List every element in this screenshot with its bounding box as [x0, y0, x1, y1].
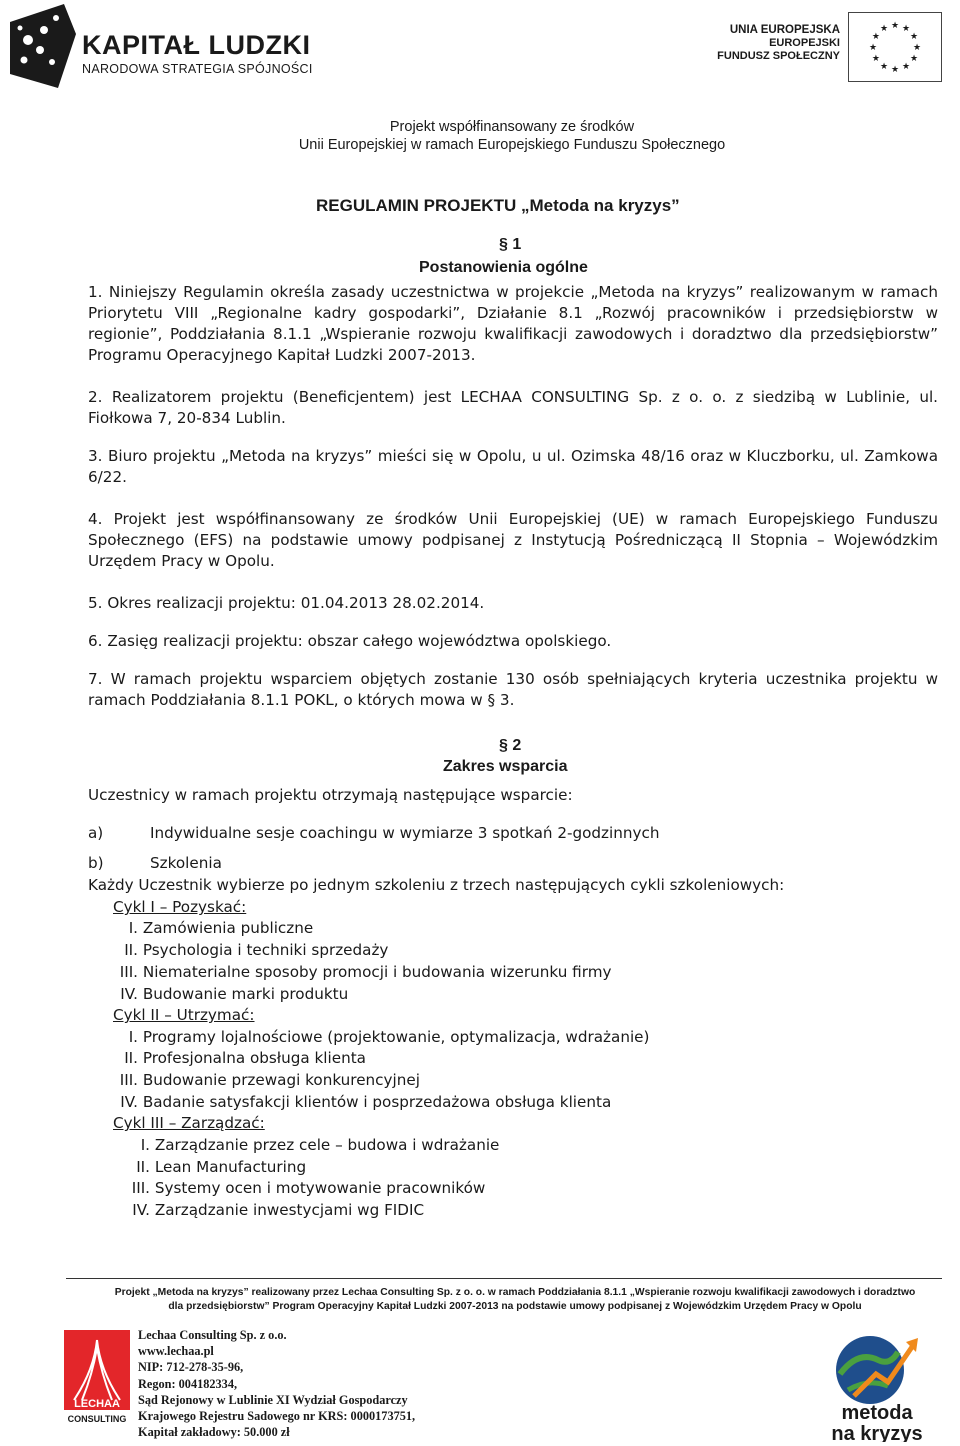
company-krs: Krajowego Rejestru Sadowego nr KRS: 0000173751, [138, 1409, 416, 1424]
eu-flag-icon [848, 12, 942, 82]
support-b-label: b) [88, 854, 104, 872]
item-text: Biuro projektu „Metoda na kryzys” mieści się w Opolu, u ul. Ozimska 48/16 oraz w Kluczborku, ul. Zamkowa 6/22. [88, 447, 939, 486]
footer-divider [66, 1278, 942, 1279]
eu-line-2: EUROPEJSKI [769, 37, 840, 49]
company-details [138, 1327, 415, 1440]
eu-star-icon: ★ [868, 43, 878, 53]
metoda-logo-line-2: na kryzys [831, 1423, 923, 1442]
kapital-ludzki-title: KAPITAŁ LUDZKI [82, 30, 311, 60]
eu-line-1: UNIA EUROPEJSKA [729, 24, 840, 36]
item-text: Realizatorem projektu (Beneficjentem) jest LECHAA CONSULTING Sp. z o. o. z siedzibą w Lublinie, ul. Fiołkowa 7, 20-834 Lublin. [88, 388, 939, 427]
company-website: www.lechaa.pl [138, 1344, 214, 1359]
support-a-label: a) [88, 824, 104, 842]
company-nip: NIP: 712-278-35-96, [138, 1360, 244, 1375]
lechaa-emblem-icon [64, 1330, 130, 1424]
item-text: Zasięg realizacji projektu: obszar całego województwa opolskiego. [107, 632, 612, 650]
list-item: II. Profesjonalna obsługa klienta [124, 1049, 366, 1067]
cycle-1-title: Cykl I – Pozyskać: [113, 898, 247, 916]
list-item: III. Niematerialne sposoby promocji i budowania wizerunku firmy [119, 963, 612, 981]
section-2-number: § 2 [499, 737, 522, 754]
lechaa-logo [64, 1330, 130, 1424]
eu-star-icon: ★ [879, 23, 889, 34]
section-1-item: 7. W ramach projektu wsparciem objętych zostanie 130 osób spełniających kryteria uczestnika projektu w ramach Poddziałania 8.1.1 POKL, o których mowa w § 3. [88, 670, 939, 709]
lechaa-logo-text: LECHAA [74, 1398, 120, 1410]
document-title: REGULAMIN PROJEKTU „Metoda na kryzys” [316, 196, 680, 215]
cycle-2-title: Cykl II – Utrzymać: [113, 1006, 255, 1024]
eu-star-icon: ★ [901, 62, 911, 73]
eu-line-3: FUNDUSZ SPOŁECZNY [717, 50, 840, 62]
eu-star-icon: ★ [871, 54, 880, 64]
list-item: I. Zarządzanie przez cele – budowa i wdrażanie [140, 1136, 500, 1154]
section-1-number: § 1 [499, 236, 522, 253]
cycles-intro: Każdy Uczestnik wybierze po jednym szkoleniu z trzech następujących cykli szkoleniowych: [88, 876, 785, 894]
footer-line-2: dla przedsiębiorstw” Program Operacyjny Kapitał Ludzki 2007-2013 na podstawie umowy podpisanej z Wojewódzkim Urzędem Pracy w Opolu [168, 1301, 862, 1312]
section-1-item: 4. Projekt jest współfinansowany ze środków Unii Europejskiej (UE) w ramach Europejskiego Funduszu Społecznego (EFS) na podstawie umowy podpisanej z Instytucją Pośredniczącą II Stopnia – Wojewódzkim Urzędem Pracy w Opolu. [88, 510, 938, 570]
footer-line-1: Projekt „Metoda na kryzys” realizowany przez Lechaa Consulting Sp. z o. o. w ramach Poddziałania 8.1.1 „Wspieranie rozwoju kwalifikacji zawodowych i doradztwo [114, 1287, 916, 1298]
list-item: II. Lean Manufacturing [136, 1158, 307, 1176]
item-text: Projekt jest współfinansowany ze środków Unii Europejskiej (UE) w ramach Europejskiego Funduszu Społecznego (EFS) na podstawie umowy podpisanej z Instytucją Pośredniczącą II Stopnia – Wojewódzkim Urzędem Pracy w Opolu. [88, 510, 938, 570]
list-item: IV. Zarządzanie inwestycjami wg FIDIC [132, 1201, 425, 1219]
eu-star-icon: ★ [910, 32, 919, 42]
lechaa-logo-sub: CONSULTING [67, 1414, 127, 1424]
list-item: I. Zamówienia publiczne [128, 919, 314, 937]
footer-project-note [90, 1286, 940, 1314]
section-1-item: 3. Biuro projektu „Metoda na kryzys” mieści się w Opolu, u ul. Ozimska 48/16 oraz w Kluczborku, ul. Zamkowa 6/22. [88, 447, 939, 486]
section-1-title: Postanowienia ogólne [419, 259, 588, 276]
support-a-text: Indywidualne sesje coachingu w wymiarze 3 spotkań 2-godzinnych [150, 824, 660, 842]
cofinancing-line-2: Unii Europejskiej w ramach Europejskiego Funduszu Społecznego [298, 137, 726, 153]
item-text: Okres realizacji projektu: 01.04.2013 28.02.2014. [107, 594, 485, 612]
metoda-na-kryzys-logo [818, 1330, 936, 1442]
company-capital: Kapitał zakładowy: 50.000 zł [138, 1425, 290, 1440]
cofinancing-line-1: Projekt współfinansowany ze środków [389, 119, 635, 135]
eu-star-icon: ★ [879, 62, 889, 73]
metoda-logo-line-1: metoda [841, 1402, 913, 1424]
cycle-3-title: Cykl III – Zarządzać: [113, 1114, 265, 1132]
list-item: IV. Budowanie marki produktu [120, 985, 349, 1003]
list-item: III. Systemy ocen i motywowanie pracowników [131, 1179, 486, 1197]
item-text: Niniejszy Regulamin określa zasady uczestnictwa w projekcie „Metoda na kryzys” realizowanym w ramach Priorytetu VIII „Regionalne kadry gospodarki”, Działanie 8.1 „Rozwój pracowników i przedsiębiorstw w regionie”, Poddziałania 8.1.1 „Wspieranie rozwoju kwalifikacji zawodowych i doradztwo dla przedsiębiorstw” Programu Operacyjnego Kapitał Ludzki 2007-2013. [88, 283, 938, 364]
company-court: Sąd Rejonowy w Lublinie XI Wydział Gospodarczy [138, 1392, 408, 1407]
section-1-item: 2. Realizatorem projektu (Beneficjentem) jest LECHAA CONSULTING Sp. z o. o. z siedzibą w Lublinie, ul. Fiołkowa 7, 20-834 Lublin. [88, 388, 939, 427]
eu-star-icon: ★ [910, 54, 919, 64]
section-1-item: 6. Zasięg realizacji projektu: obszar całego województwa opolskiego. [88, 632, 612, 650]
support-b-text: Szkolenia [150, 854, 222, 872]
kapital-ludzki-subtitle: NARODOWA STRATEGIA SPÓJNOŚCI [82, 62, 313, 76]
section-1-item: 1. Niniejszy Regulamin określa zasady uczestnictwa w projekcie „Metoda na kryzys” realizowanym w ramach Priorytetu VIII „Regionalne kadry gospodarki”, Działanie 8.1 „Rozwój pracowników i przedsiębiorstw w regionie”, Poddziałania 8.1.1 „Wspieranie rozwoju kwalifikacji zawodowych i doradztwo dla przedsiębiorstw” Programu Operacyjnego Kapitał Ludzki 2007-2013. [88, 283, 938, 364]
item-text: W ramach projektu wsparciem objętych zostanie 130 osób spełniających kryteria uczestnika projektu w ramach Poddziałania 8.1.1 POKL, o których mowa w § 3. [88, 670, 939, 709]
eu-fund-label [717, 24, 840, 63]
list-item: IV. Badanie satysfakcji klientów i posprzedażowa obsługa klienta [120, 1093, 612, 1111]
section-2-title: Zakres wsparcia [443, 758, 568, 775]
list-item: III. Budowanie przewagi konkurencyjnej [119, 1071, 420, 1089]
section-1-item: 5. Okres realizacji projektu: 01.04.2013 28.02.2014. [88, 594, 485, 612]
eu-star-icon: ★ [871, 32, 880, 42]
eu-star-icon: ★ [890, 21, 900, 31]
eu-star-icon: ★ [901, 23, 911, 34]
list-item: I. Programy lojalnościowe (projektowanie, optymalizacja, wdrażanie) [128, 1028, 650, 1046]
eu-star-icon: ★ [890, 65, 900, 75]
company-regon: Regon: 004182334, [138, 1376, 238, 1391]
metoda-globe-icon [818, 1330, 936, 1442]
kapital-ludzki-emblem-icon [6, 4, 82, 88]
eu-star-icon: ★ [912, 43, 922, 53]
list-item: II. Psychologia i techniki sprzedaży [124, 941, 389, 959]
company-name: Lechaa Consulting Sp. z o.o. [138, 1328, 287, 1342]
support-intro: Uczestnicy w ramach projektu otrzymają następujące wsparcie: [88, 786, 573, 804]
